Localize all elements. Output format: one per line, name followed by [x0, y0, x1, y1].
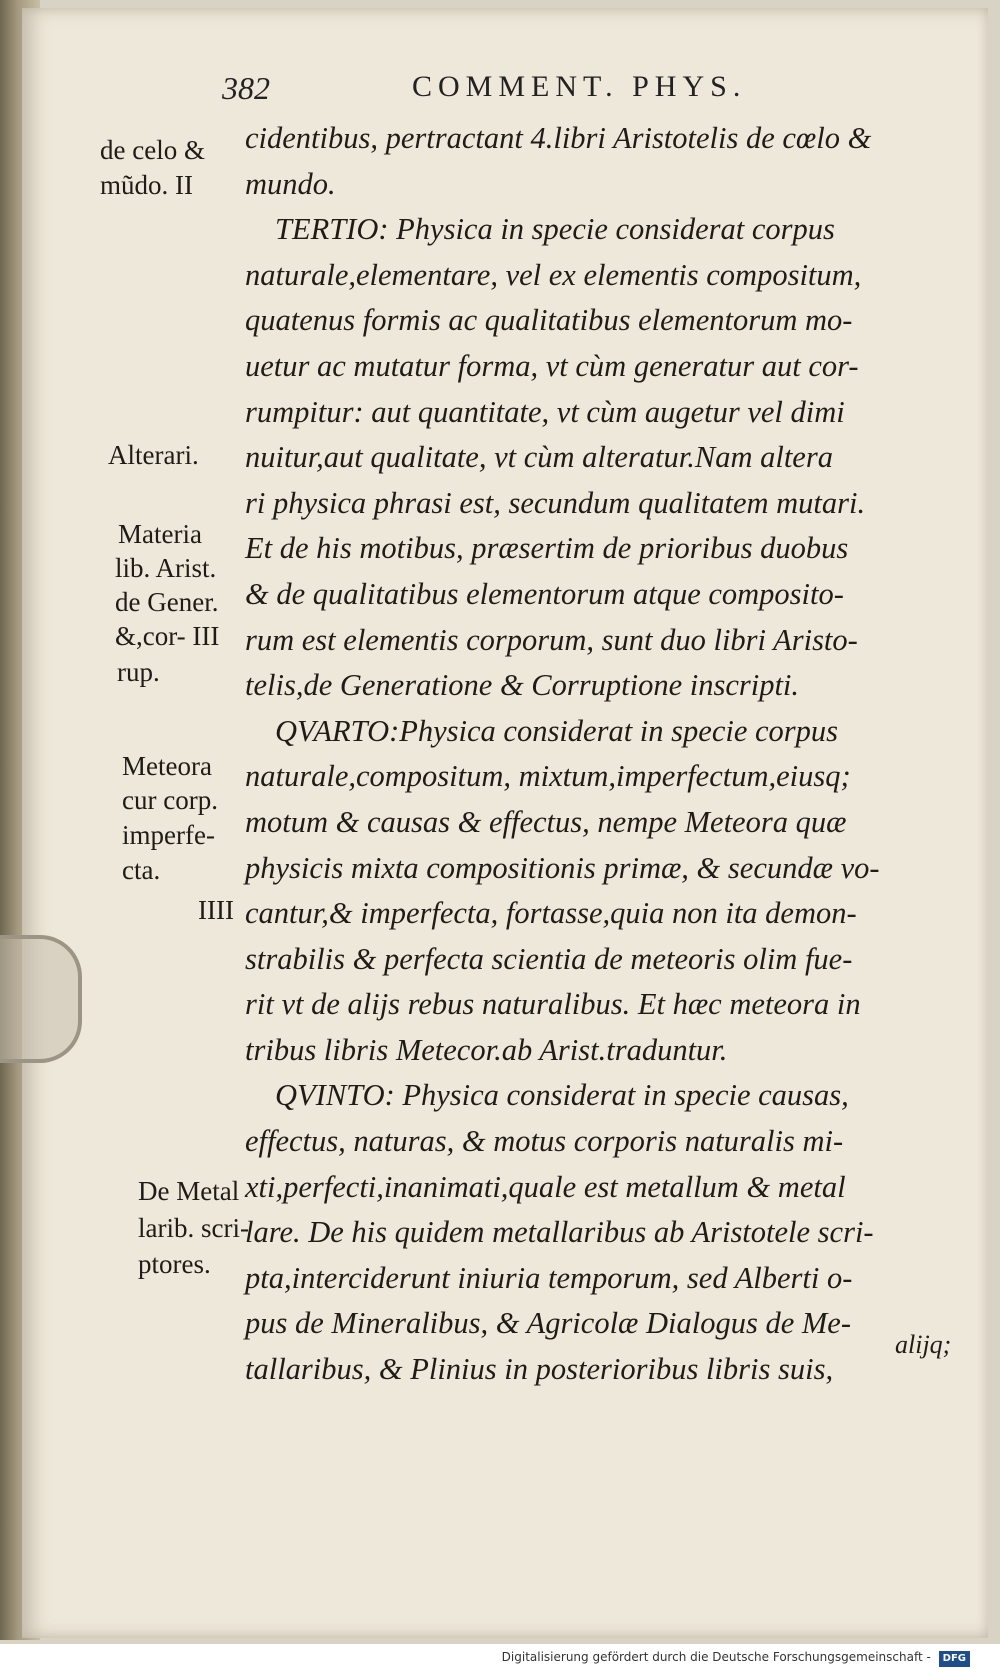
text-line: effectus, naturas, & motus corporis naturalis mi-: [245, 1124, 844, 1159]
footer-text: Digitalisierung gefördert durch die Deutsche Forschungsgemeinschaft -: [501, 1650, 931, 1664]
text-line: naturale,compositum, mixtum,imperfectum,eiusq;: [245, 759, 851, 794]
running-title: COMMENT. PHYS.: [412, 70, 747, 103]
margin-note: larib. scri-: [138, 1213, 249, 1243]
clasp-ring: [0, 935, 82, 1063]
text-line: rumpitur: aut quantitate, vt cùm augetur vel dimi: [245, 394, 845, 429]
text-line: mundo.: [245, 166, 336, 201]
margin-note: cta.: [122, 855, 161, 885]
text-line: & de qualitatibus elementorum atque composito-: [245, 576, 844, 611]
margin-note: de Gener.: [115, 587, 219, 617]
text-line: cidentibus, pertractant 4.libri Aristotelis de cœlo &: [245, 121, 872, 155]
text-line: strabilis & perfecta scientia de meteoris olim fue-: [245, 941, 853, 976]
text-line: telis,de Generatione & Corruptione inscripti.: [245, 668, 800, 703]
margin-note: de celo &: [100, 135, 205, 165]
text-line: physicis mixta compositionis primæ, & secundæ vo-: [245, 850, 880, 885]
margin-note: rup.: [117, 657, 160, 687]
page-header: [222, 70, 942, 107]
margin-note: imperfe-: [122, 820, 215, 850]
text-line: tribus libris Metecor.ab Arist.traduntur.: [245, 1032, 728, 1067]
page-number: 382: [222, 70, 270, 106]
text-line: xti,perfecti,inanimati,quale est metallum & metal: [245, 1169, 846, 1204]
margin-note: &,cor- III: [115, 621, 220, 651]
margin-note: IIII: [198, 895, 234, 925]
margin-note: Materia: [118, 519, 202, 549]
margin-note: mũdo. II: [100, 170, 193, 200]
margin-note: Alterari.: [108, 440, 199, 470]
text-line: lare. De his quidem metallaribus ab Aristotele scri-: [245, 1215, 874, 1250]
footer-credit: [0, 1644, 1000, 1670]
text-line: cantur,& imperfecta, fortasse,quia non ita demon-: [245, 896, 857, 931]
dfg-logo: DFG: [939, 1651, 970, 1667]
text-line: Et de his motibus, præsertim de prioribus duobus: [245, 531, 849, 566]
text-line: naturale,elementare, vel ex elementis compositum,: [245, 257, 862, 292]
text-line: nuitur,aut qualitate, vt cùm alteratur.Nam altera: [245, 440, 833, 475]
text-line: rum est elementis corporum, sunt duo libri Aristo-: [245, 622, 858, 657]
margin-note: Meteora: [122, 751, 212, 781]
text-line: pus de Mineralibus, & Agricolæ Dialogus de Me-: [245, 1306, 851, 1341]
text-line: tallaribus, & Plinius in posterioribus libris suis,: [245, 1352, 834, 1387]
body-text: [245, 116, 950, 1393]
text-line: ri physica phrasi est, secundum qualitatem mutari.: [245, 485, 866, 520]
text-line: TERTIO: Physica in specie considerat corpus: [275, 212, 835, 247]
text-line: pta,interciderunt iniuria temporum, sed Alberti o-: [245, 1260, 853, 1295]
text-line: QVARTO:Physica considerat in specie corpus: [275, 713, 839, 748]
margin-note: De Metal: [138, 1176, 240, 1206]
margin-note: lib. Arist.: [115, 553, 217, 583]
catchword: alijq;: [895, 1330, 952, 1359]
text-line: motum & causas & effectus, nempe Meteora quæ: [245, 804, 847, 839]
text-line: rit vt de alijs rebus naturalibus. Et hæc meteora in: [245, 987, 861, 1022]
text-line: QVINTO: Physica considerat in specie causas,: [275, 1078, 849, 1113]
text-line: uetur ac mutatur forma, vt cùm generatur aut cor-: [245, 348, 859, 383]
margin-note: ptores.: [138, 1249, 211, 1279]
margin-note: cur corp.: [122, 785, 218, 815]
text-line: quatenus formis ac qualitatibus elementorum mo-: [245, 303, 853, 338]
